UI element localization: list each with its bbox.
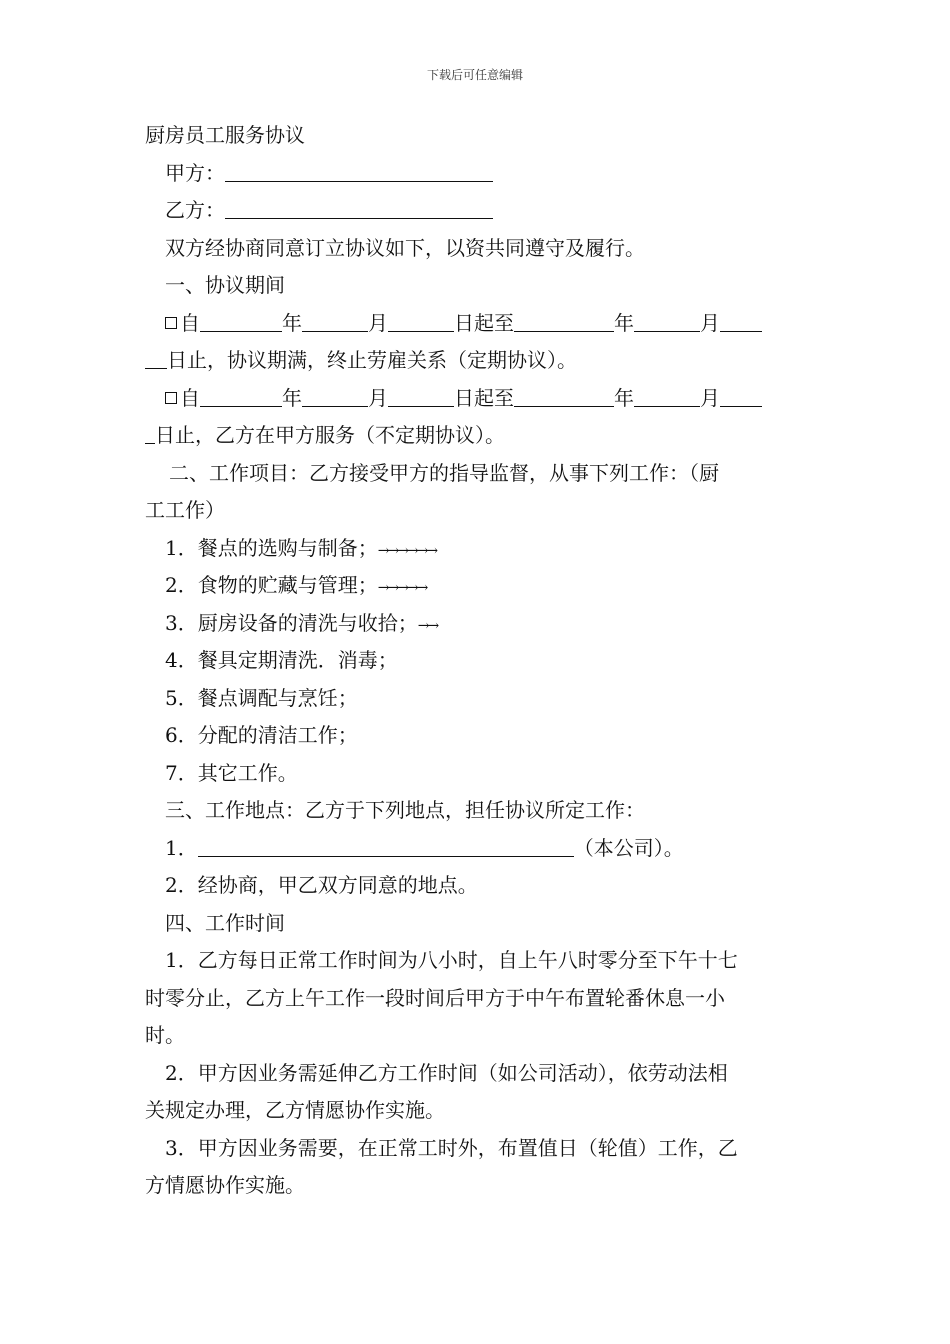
blank bbox=[388, 307, 454, 332]
blank bbox=[145, 344, 167, 369]
checkbox-icon bbox=[165, 392, 177, 404]
blank bbox=[634, 307, 700, 332]
party-b-line bbox=[145, 192, 810, 230]
list-item: 7．其它工作。 bbox=[165, 760, 298, 785]
term-option-2-cont: 日止，乙方在甲方服务（不定期协议）。 bbox=[145, 417, 810, 455]
arrow-icon: →→→→→ bbox=[377, 580, 427, 596]
list-item: 4．餐具定期清洗．消毒； bbox=[165, 648, 398, 672]
paragraph-line: 时零分止，乙方上午工作一段时间后甲方于中午布置轮番休息一小 bbox=[145, 985, 725, 1010]
section-2-heading: 二、工作项目：乙方接受甲方的指导监督，从事下列工作：（厨 bbox=[169, 460, 719, 485]
checkbox-icon bbox=[165, 317, 177, 329]
party-a-line bbox=[145, 155, 810, 193]
location-item-2: 2．经协商，甲乙双方同意的地点。 bbox=[165, 873, 478, 897]
blank bbox=[200, 382, 282, 407]
term-option-1-cont: 日止，协议期满，终止劳雇关系（定期协议）。 bbox=[145, 342, 810, 380]
party-a-label: 甲方： bbox=[165, 160, 225, 185]
blank bbox=[634, 382, 700, 407]
document-title: 厨房员工服务协议 bbox=[145, 123, 305, 147]
blank bbox=[720, 307, 762, 332]
paragraph-line: 时。 bbox=[145, 1023, 185, 1047]
arrow-icon: →→→→→→ bbox=[377, 542, 437, 559]
list-item: 2．食物的贮藏与管理；→→→→→ bbox=[165, 573, 427, 597]
list-item: 3．厨房设备的清洗与收拾；→→ bbox=[165, 610, 438, 635]
section-3-heading: 三、工作地点：乙方于下列地点，担任协议所定工作： bbox=[165, 798, 645, 822]
party-a-blank bbox=[225, 157, 493, 182]
blank bbox=[302, 382, 368, 407]
blank bbox=[388, 382, 454, 407]
blank bbox=[302, 307, 368, 332]
party-b-label: 乙方： bbox=[165, 198, 225, 222]
arrow-icon: →→ bbox=[417, 617, 438, 634]
party-b-blank bbox=[225, 194, 493, 219]
blank bbox=[514, 307, 614, 332]
list-item: 1．餐点的选购与制备；→→→→→→ bbox=[165, 535, 437, 560]
paragraph-line: 关规定办理，乙方情愿协作实施。 bbox=[145, 1098, 445, 1122]
section-2-heading-cont: 工工作） bbox=[145, 498, 225, 522]
page-header: 下载后可任意编辑 bbox=[426, 68, 523, 82]
paragraph-line: 方情愿协作实施。 bbox=[145, 1173, 305, 1197]
blank bbox=[514, 382, 614, 407]
location-blank bbox=[198, 832, 574, 857]
paragraph-line: 2．甲方因业务需延伸乙方工作时间（如公司活动），依劳动法相 bbox=[165, 1060, 728, 1085]
blank bbox=[145, 419, 155, 444]
paragraph-line: 1．乙方每日正常工作时间为八小时，自上午八时零分至下午十七 bbox=[165, 948, 738, 972]
term-option-2: 自 年 月 日起至 年 月 bbox=[145, 380, 810, 418]
document-body bbox=[145, 117, 810, 1205]
list-item: 6．分配的清洁工作； bbox=[165, 723, 358, 747]
location-item-1: 1． （本公司）。 bbox=[145, 830, 810, 868]
blank bbox=[200, 307, 282, 332]
list-item: 5．餐点调配与烹饪； bbox=[165, 685, 358, 710]
paragraph-line: 3．甲方因业务需要，在正常工时外，布置值日（轮值）工作，乙 bbox=[165, 1135, 738, 1160]
term-option-1: 自 年 月 日起至 年 月 bbox=[145, 305, 810, 343]
section-1-heading: 一、协议期间 bbox=[165, 273, 285, 297]
blank bbox=[720, 382, 762, 407]
intro-text: 双方经协商同意订立协议如下，以资共同遵守及履行。 bbox=[165, 235, 645, 260]
section-4-heading: 四、工作时间 bbox=[165, 910, 285, 935]
